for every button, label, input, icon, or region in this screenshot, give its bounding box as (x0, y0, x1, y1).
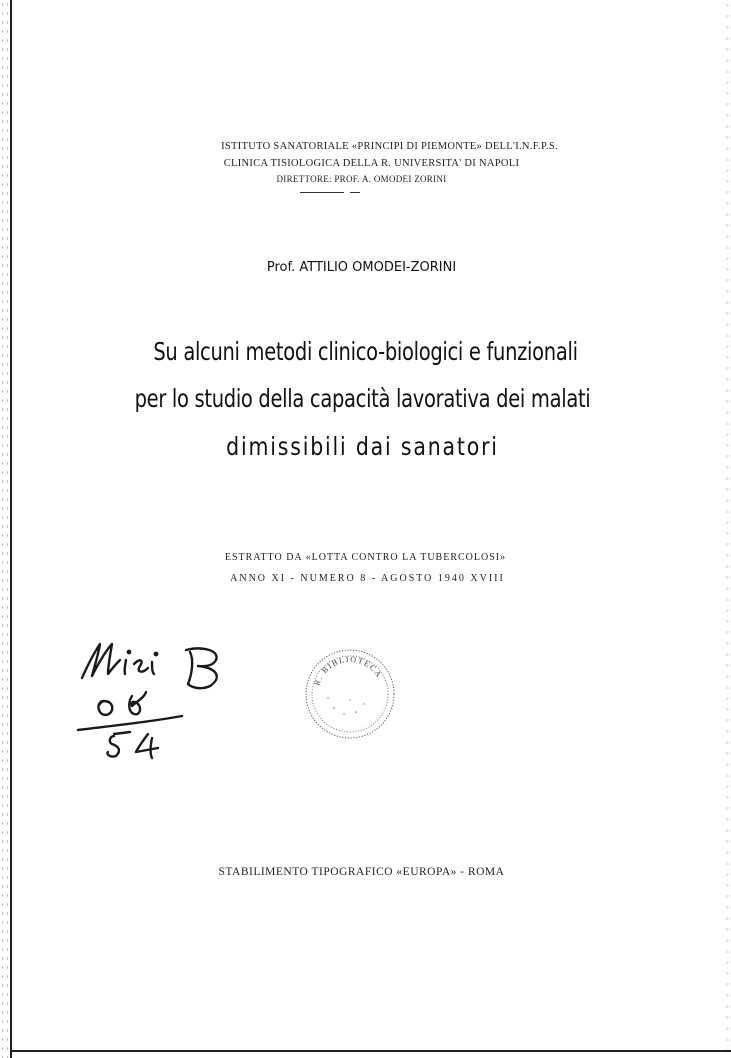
extract-issue: ANNO XI - NUMERO 8 - AGOSTO 1940 XVIII (230, 573, 505, 584)
library-stamp (304, 648, 396, 740)
header-rule-dash (350, 192, 360, 193)
extract-source: ESTRATTO DA «LOTTA CONTRO LA TUBERCOLOSI» (224, 552, 507, 563)
director-line: DIRETTORE: PROF. A. OMODEI ZORINI (276, 174, 447, 184)
stamp-text: R. BIBLIOTECA (312, 654, 385, 687)
author-name: Prof. ATTILIO OMODEI-ZORINI (266, 260, 457, 275)
page-edge-bottom (10, 1050, 731, 1052)
title-line-2: per lo studio della capacità lavorativa dei malati (134, 384, 591, 413)
institute-line-1: ISTITUTO SANATORIALE «PRINCIPI DI PIEMONTE» DELL'I.N.F.P.S. (221, 141, 558, 152)
handwritten-shelfmark (70, 630, 240, 760)
svg-text:R. BIBLIOTECA (312, 655, 384, 687)
title-line-1: Su alcuni metodi clinico-biologici e funzionali (153, 337, 578, 366)
institute-line-2: CLINICA TISIOLOGICA DELLA R. UNIVERSITA' DI NAPOLI (223, 158, 520, 169)
printer-imprint: STABILIMENTO TIPOGRAFICO «EUROPA» - ROMA (218, 866, 505, 878)
header-rule (300, 192, 344, 193)
title-line-3: dimissibili dai sanatori (226, 432, 499, 461)
